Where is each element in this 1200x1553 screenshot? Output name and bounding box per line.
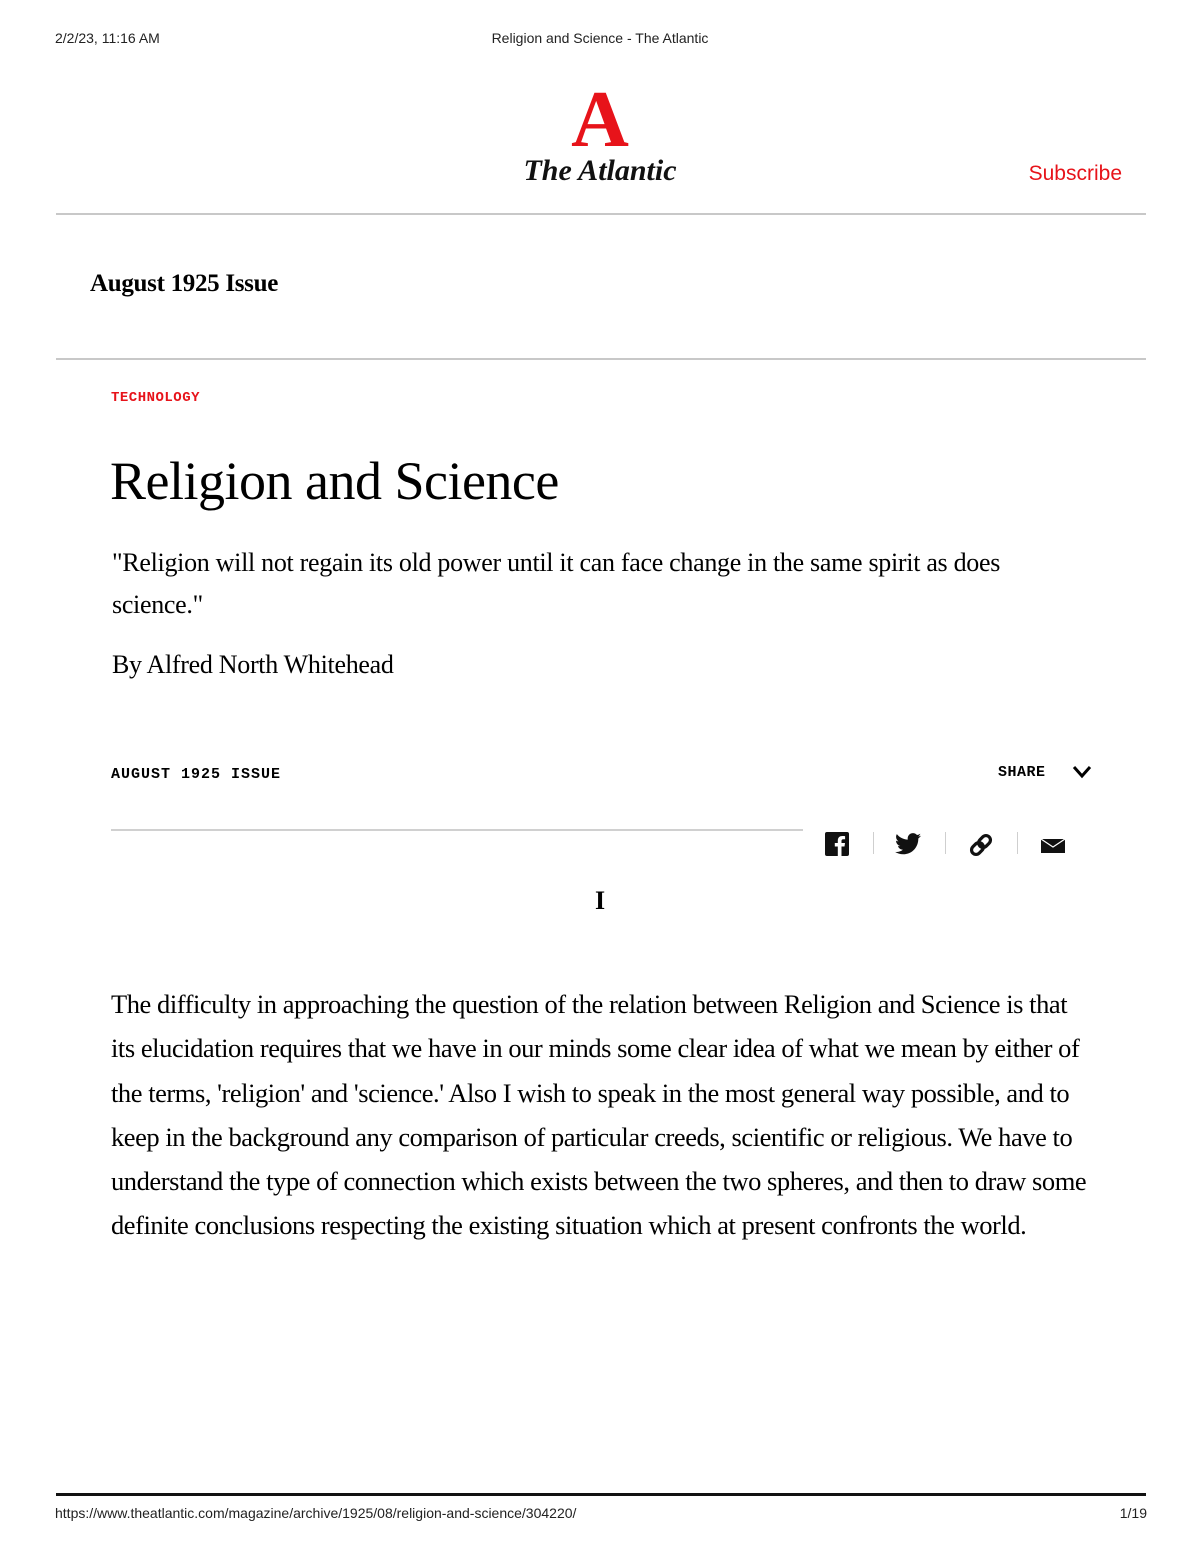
section-tag-link[interactable]: TECHNOLOGY <box>111 390 201 406</box>
print-footer <box>0 1505 1200 1525</box>
share-separator <box>1017 832 1018 854</box>
print-footer-divider <box>56 1493 1146 1496</box>
facebook-icon[interactable] <box>825 832 851 858</box>
header-divider <box>56 213 1146 215</box>
issue-meta-label: AUGUST 1925 ISSUE <box>111 766 282 783</box>
meta-divider <box>111 829 803 831</box>
masthead <box>0 76 1200 190</box>
chevron-down-icon <box>1072 765 1092 779</box>
share-separator <box>873 832 874 854</box>
section-numeral: I <box>594 886 606 915</box>
print-url: https://www.theatlantic.com/magazine/archive/1925/08/religion-and-science/304220/ <box>55 1505 577 1521</box>
issue-heading[interactable]: August 1925 Issue <box>90 270 279 297</box>
page-indicator: 1/19 <box>1119 1505 1147 1521</box>
article-body-paragraph: The difficulty in approaching the question of the relation between Religion and Science is that its elucidation requires that we have in our minds some clear idea of what we mean by either of the terms, 'religion' and 'science.' Also I wish to speak in the most general way possible, and to keep in the background any comparison of particular creeds, scientific or religious. We have to understand the type of connection which exists between the two spheres, and then to draw some definite conclusions respecting the existing situation which at present confronts the world. <box>111 989 1087 1241</box>
subscribe-link[interactable]: Subscribe <box>1028 162 1122 185</box>
byline-prefix: By <box>112 650 142 679</box>
article-dek: "Religion will not regain its old power until it can face change in the same spirit as does science." <box>112 548 1001 619</box>
print-timestamp: 2/2/23, 11:16 AM <box>55 30 160 46</box>
atlantic-logo-wordmark[interactable]: The Atlantic <box>523 154 677 187</box>
issue-divider <box>56 358 1146 360</box>
atlantic-logo-letter[interactable]: A <box>571 76 629 164</box>
print-page-title: Religion and Science - The Atlantic <box>491 30 709 46</box>
twitter-icon[interactable] <box>895 832 921 858</box>
author-link[interactable]: Alfred North Whitehead <box>146 650 394 679</box>
share-separator <box>945 832 946 854</box>
email-icon[interactable] <box>1040 832 1066 858</box>
share-icons-row <box>820 830 1080 858</box>
share-toggle-button[interactable] <box>998 764 1046 784</box>
link-icon[interactable] <box>968 832 994 858</box>
byline <box>112 650 394 680</box>
print-header <box>0 30 1200 50</box>
share-label: SHARE <box>998 764 1046 781</box>
article-title: Religion and Science <box>110 451 559 511</box>
